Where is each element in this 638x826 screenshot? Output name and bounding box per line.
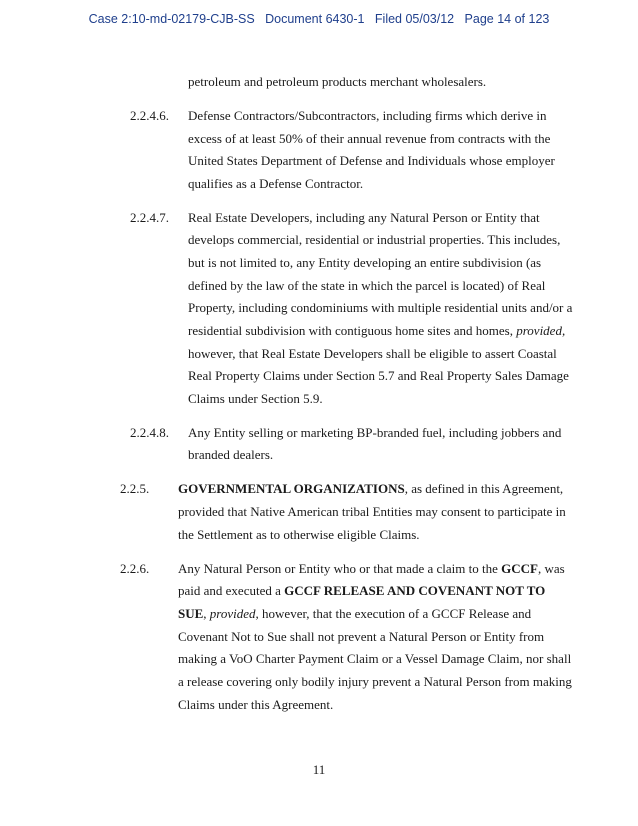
paragraph-text: , <box>203 606 210 621</box>
paragraph-line: develops commercial, residential or industrial properties. This includes, <box>188 232 561 247</box>
paragraph-line: excess of at least 50% of their annual revenue from contracts with the <box>188 131 551 146</box>
paragraph-line: branded dealers. <box>188 447 274 462</box>
continuation-text: petroleum and petroleum products merchant wholesalers. <box>188 74 487 89</box>
paragraph-line: Real Property Claims under Section 5.7 and Real Property Sales Damage <box>188 368 569 383</box>
paragraph-line: provided that Native American tribal Entities may consent to participate in <box>178 504 566 519</box>
paragraph-text: Any Natural Person or Entity who or that made a claim to the <box>178 561 502 576</box>
section-number: 2.2.5. <box>120 481 150 496</box>
paragraph-text: however, that the execution of a GCCF Release and <box>258 606 532 621</box>
page-number: 11 <box>312 762 326 777</box>
paragraph-text: , was <box>537 561 565 576</box>
defined-term: GCCF <box>501 561 538 576</box>
italic-term: provided, <box>516 323 566 338</box>
case-header: Case 2:10-md-02179-CJB-SS Document 6430-1 Filed 05/03/12 Page 14 of 123 <box>88 12 550 26</box>
defined-term: GOVERNMENTAL ORGANIZATIONS <box>178 481 405 496</box>
paragraph-line: Claims under Section 5.9. <box>188 391 323 406</box>
defined-term: GCCF RELEASE AND COVENANT NOT TO <box>284 583 546 598</box>
paragraph-text: residential subdivision with contiguous home sites and homes, <box>188 323 513 338</box>
paragraph-line <box>178 606 531 622</box>
paragraph-text: , as defined in this Agreement, <box>404 481 564 496</box>
paragraph-line: qualifies as a Defense Contractor. <box>188 176 364 191</box>
paragraph-line: Defense Contractors/Subcontractors, including firms which derive in <box>188 108 547 123</box>
section-number: 2.2.4.8. <box>130 425 169 440</box>
section-number: 2.2.4.7. <box>130 210 169 225</box>
paragraph-line: Any Entity selling or marketing BP-branded fuel, including jobbers and <box>188 425 562 440</box>
paragraph-text: paid and executed a <box>178 583 285 598</box>
paragraph-line: Covenant Not to Sue shall not prevent a Natural Person or Entity from <box>178 629 545 644</box>
section-number: 2.2.6. <box>120 561 150 576</box>
paragraph-line: Real Estate Developers, including any Natural Person or Entity that <box>188 210 540 225</box>
paragraph-line: Claims under this Agreement. <box>178 697 334 712</box>
paragraph-line: but is not limited to, any Entity developing an entire subdivision (as <box>188 255 542 270</box>
paragraph-line: Property, including condominiums with multiple residential units and/or a <box>188 300 573 315</box>
paragraph-line <box>178 583 545 599</box>
section-number: 2.2.4.6. <box>130 108 169 123</box>
paragraph-line: the Settlement as to otherwise eligible Claims. <box>178 527 420 542</box>
paragraph-line: making a VoO Charter Payment Claim or a Vessel Damage Claim, nor shall <box>178 651 572 666</box>
paragraph-line <box>188 323 565 339</box>
paragraph-line: defined by the law of the state in which the parcel is located) of Real <box>188 278 546 293</box>
defined-term: SUE <box>178 606 204 621</box>
paragraph-line: United States Department of Defense and Individuals whose employer <box>188 153 555 168</box>
paragraph-line: however, that Real Estate Developers shall be eligible to assert Coastal <box>188 346 557 361</box>
paragraph-line <box>178 561 565 577</box>
paragraph-line: a release covering only bodily injury prevent a Natural Person from making <box>178 674 572 689</box>
paragraph-line <box>178 481 563 497</box>
italic-term: provided, <box>209 606 259 621</box>
